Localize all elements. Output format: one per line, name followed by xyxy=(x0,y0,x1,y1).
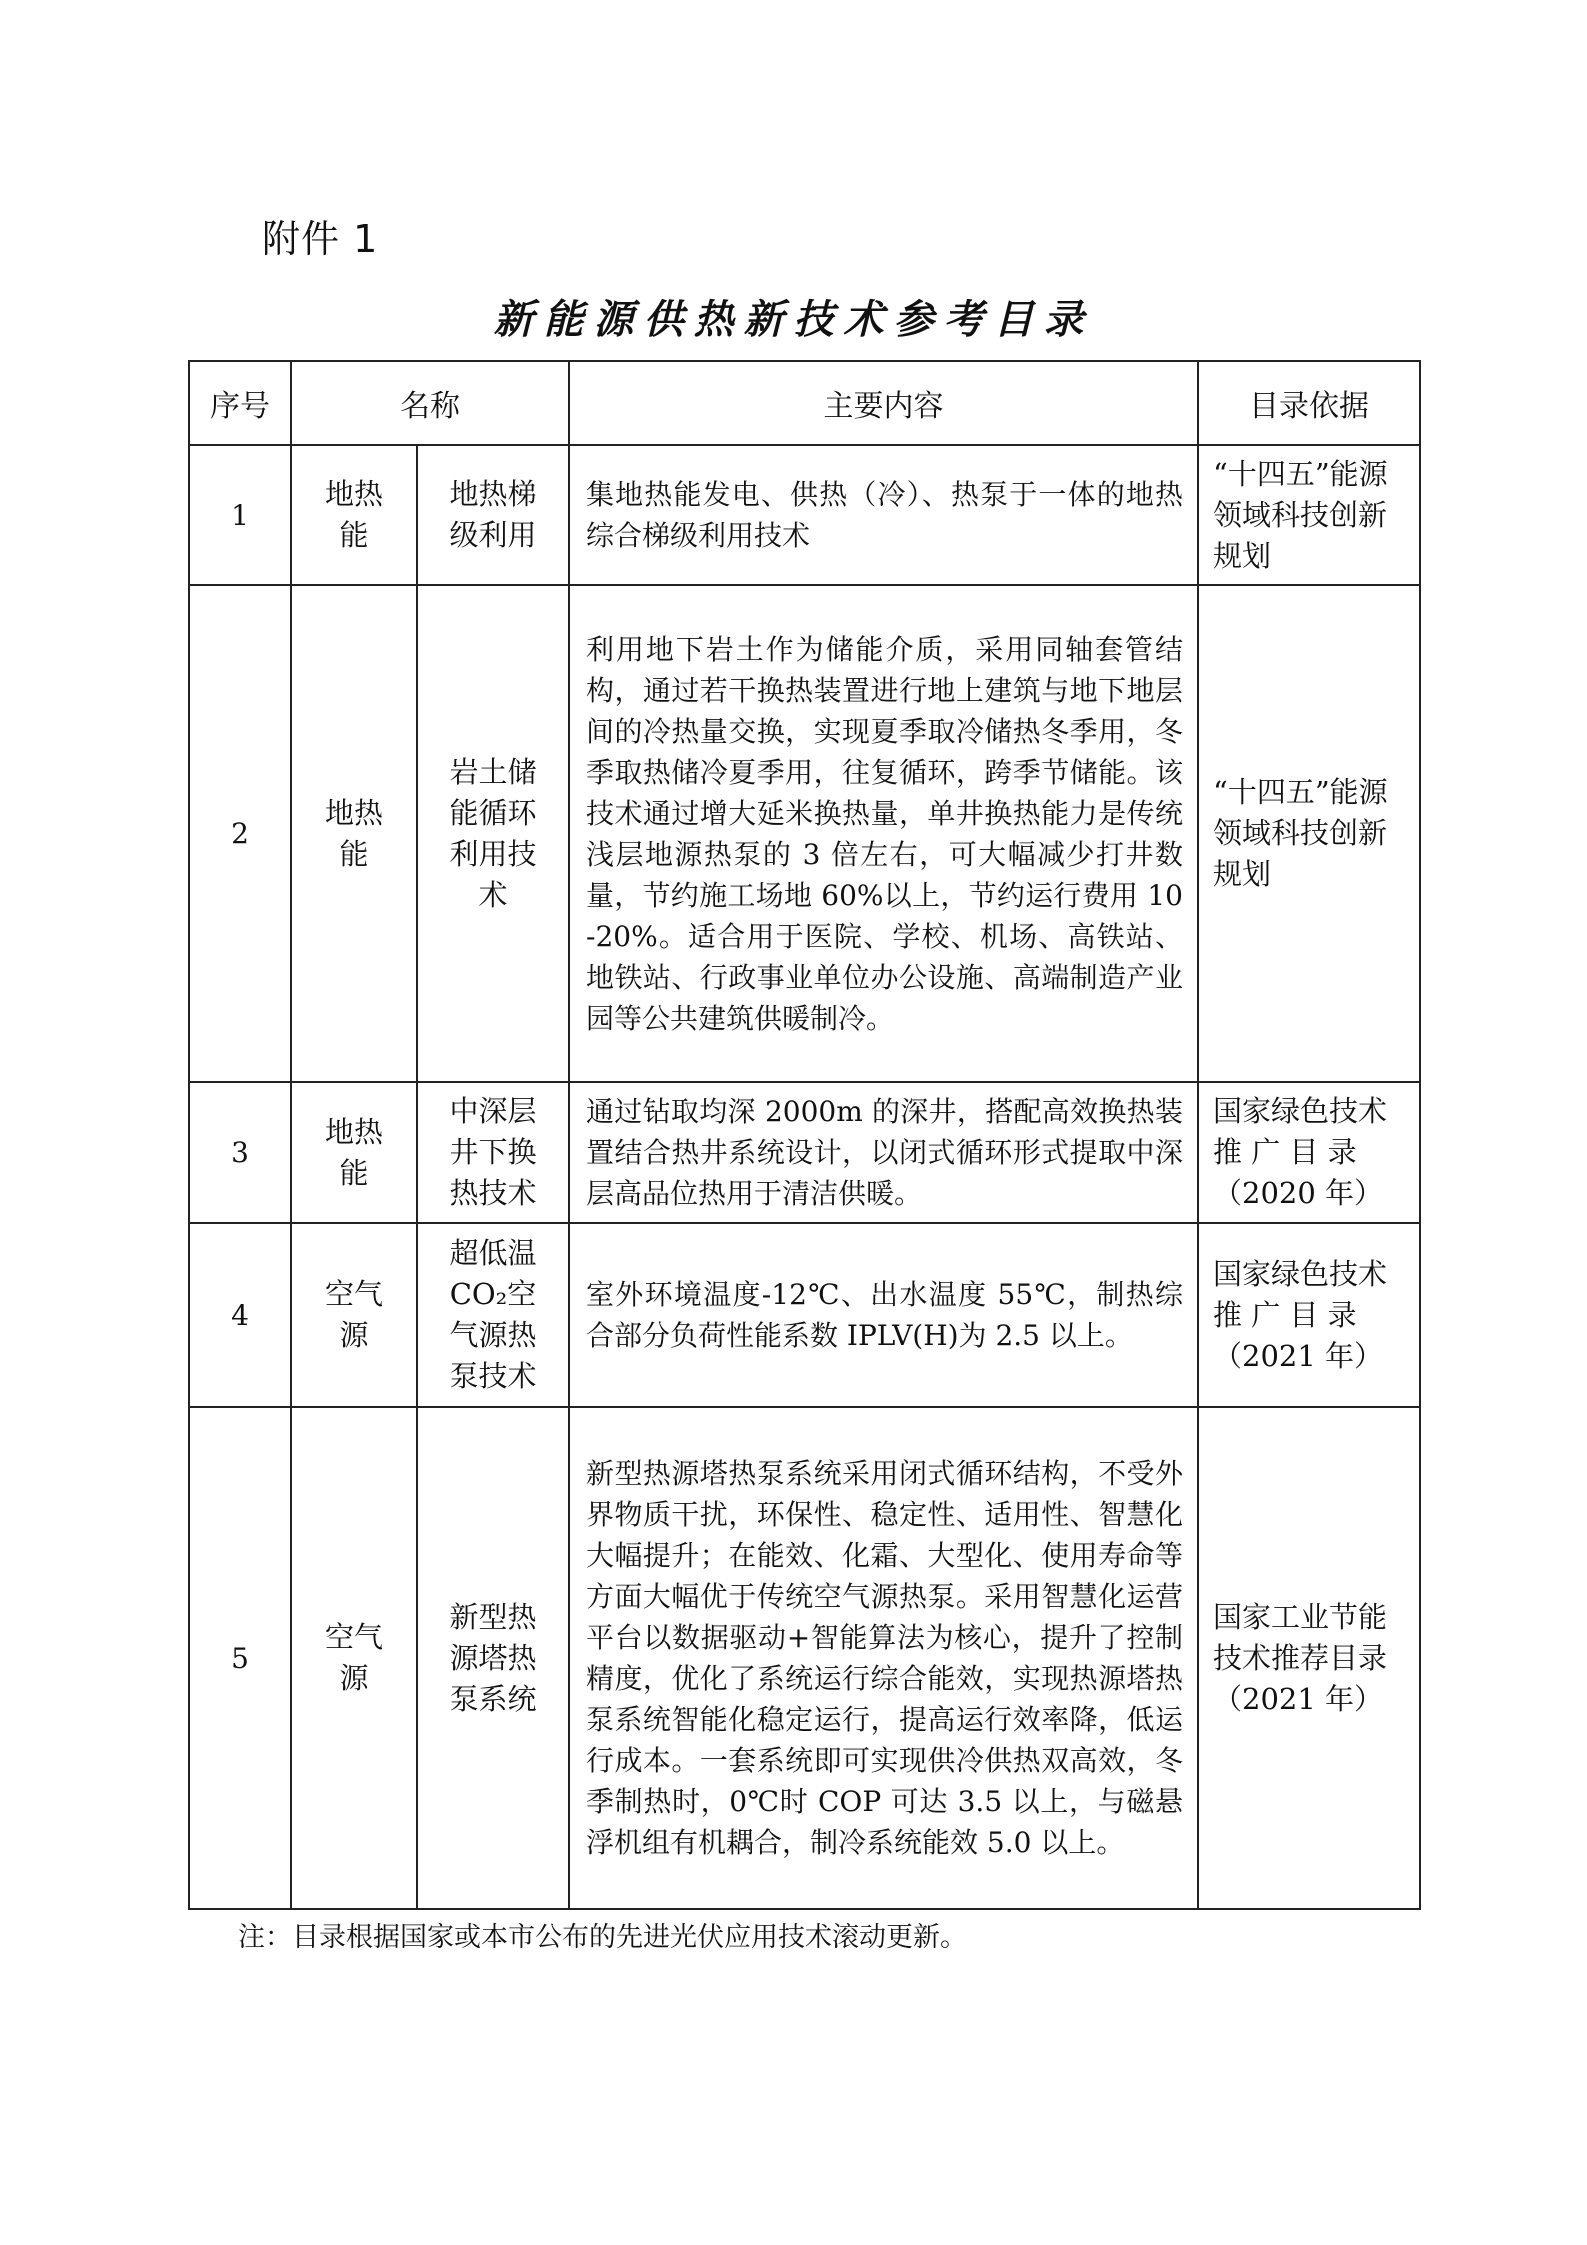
row-tech-name: 新型热源塔热泵系统 xyxy=(417,1407,569,1909)
header-content: 主要内容 xyxy=(569,361,1198,445)
table-header-row xyxy=(189,361,1420,445)
header-name: 名称 xyxy=(291,361,569,445)
row-content: 通过钻取均深 2000m 的深井，搭配高效换热装置结合热井系统设计，以闭式循环形式提取中深层高品位热用于清洁供暖。 xyxy=(569,1082,1198,1223)
catalog-table xyxy=(188,360,1421,1910)
row-content: 利用地下岩土作为储能介质，采用同轴套管结构，通过若干换热装置进行地上建筑与地下地层间的冷热量交换，实现夏季取冷储热冬季用，冬季取热储冷夏季用，往复循环，跨季节储能。该技术通过增大延米换热量，单井换热能力是传统浅层地源热泵的 3 倍左右，可大幅减少打井数量，节约施工场地 60%以上，节约运行费用 10-20%。适合用于医院、学校、机场、高铁站、地铁站、行政事业单位办公设施、高端制造产业园等公共建筑供暖制冷。 xyxy=(569,585,1198,1082)
row-content: 新型热源塔热泵系统采用闭式循环结构，不受外界物质干扰，环保性、稳定性、适用性、智慧化大幅提升；在能效、化霜、大型化、使用寿命等方面大幅优于传统空气源热泵。采用智慧化运营平台以数据驱动+智能算法为核心，提升了控制精度，优化了系统运行综合能效，实现热源塔热泵系统智能化稳定运行，提高运行效率降，低运行成本。一套系统即可实现供冷供热双高效，冬季制热时，0℃时 COP 可达 3.5 以上，与磁悬浮机组有机耦合，制冷系统能效 5.0 以上。 xyxy=(569,1407,1198,1909)
row-category: 空气源 xyxy=(291,1223,417,1407)
table-row xyxy=(189,1082,1420,1223)
table-row xyxy=(189,1407,1420,1909)
row-no: 2 xyxy=(189,585,291,1082)
table-row xyxy=(189,585,1420,1082)
row-category: 地热能 xyxy=(291,585,417,1082)
attachment-label: 附件 1 xyxy=(262,217,379,261)
row-no: 1 xyxy=(189,445,291,585)
row-basis: 国家绿色技术推 广 目 录（2020 年） xyxy=(1198,1082,1420,1223)
document-title: 新能源供热新技术参考目录 xyxy=(493,296,1094,343)
row-basis: 国家绿色技术推 广 目 录（2021 年） xyxy=(1198,1223,1420,1407)
header-basis: 目录依据 xyxy=(1198,361,1420,445)
row-basis: 国家工业节能技术推荐目录（2021 年） xyxy=(1198,1407,1420,1909)
row-category: 地热能 xyxy=(291,1082,417,1223)
row-content: 室外环境温度-12℃、出水温度 55℃，制热综合部分负荷性能系数 IPLV(H)为 2.5 以上。 xyxy=(569,1223,1198,1407)
row-basis: “十四五”能源领域科技创新规划 xyxy=(1198,585,1420,1082)
row-no: 4 xyxy=(189,1223,291,1407)
row-basis: “十四五”能源领域科技创新规划 xyxy=(1198,445,1420,585)
row-tech-name: 中深层井下换热技术 xyxy=(417,1082,569,1223)
row-category: 空气源 xyxy=(291,1407,417,1909)
row-content: 集地热能发电、供热（冷）、热泵于一体的地热综合梯级利用技术 xyxy=(569,445,1198,585)
row-tech-name: 地热梯级利用 xyxy=(417,445,569,585)
row-no: 3 xyxy=(189,1082,291,1223)
table-row xyxy=(189,1223,1420,1407)
header-no: 序号 xyxy=(189,361,291,445)
footnote: 注：目录根据国家或本市公布的先进光伏应用技术滚动更新。 xyxy=(238,1922,967,1953)
row-tech-name: 超低温 CO₂空气源热泵技术 xyxy=(417,1223,569,1407)
row-tech-name: 岩土储能循环利用技术 xyxy=(417,585,569,1082)
row-no: 5 xyxy=(189,1407,291,1909)
row-category: 地热能 xyxy=(291,445,417,585)
table-row xyxy=(189,445,1420,585)
